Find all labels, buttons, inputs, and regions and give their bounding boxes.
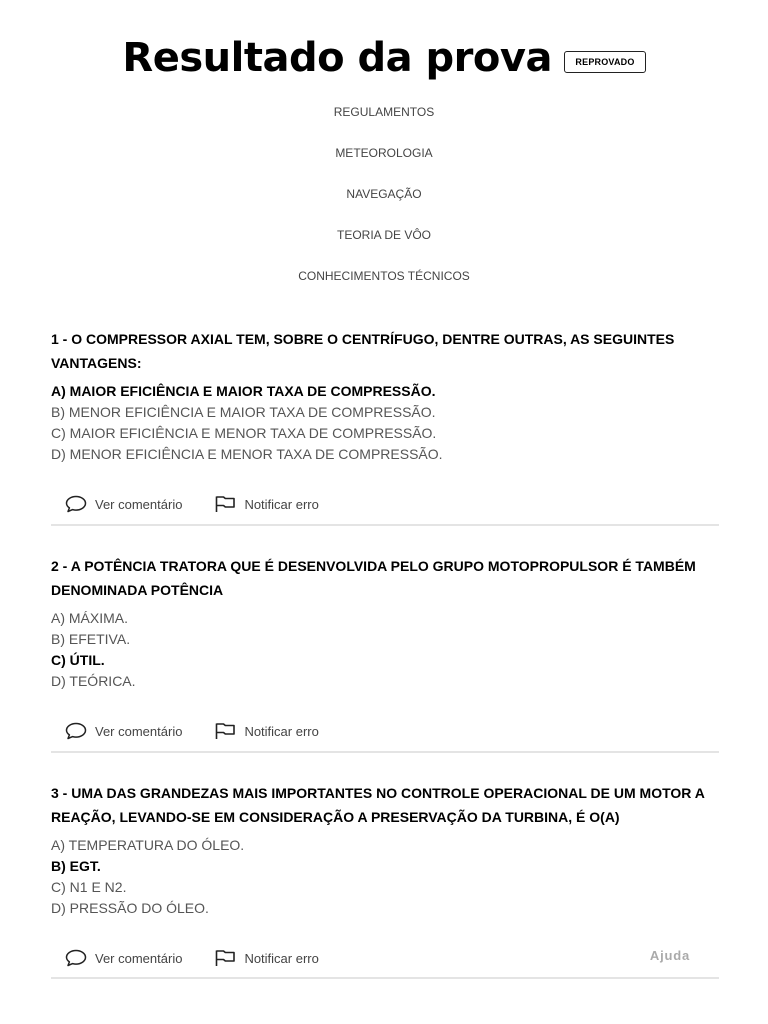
flag-icon (214, 495, 236, 513)
category-item-meteorologia[interactable]: METEOROLOGIA (335, 146, 433, 160)
question-2 (51, 554, 719, 739)
speech-bubble-icon (65, 495, 87, 513)
page-title: Resultado da prova (122, 35, 552, 81)
option-a: A) MAIOR EFICIÊNCIA E MAIOR TAXA DE COMPRESSÃO. (51, 383, 436, 399)
status-badge: REPROVADO (564, 51, 645, 73)
flag-icon (214, 949, 236, 967)
question-divider (51, 751, 719, 753)
option-b: B) MENOR EFICIÊNCIA E MAIOR TAXA DE COMPRESSÃO. (51, 404, 436, 420)
question-divider (51, 977, 719, 979)
view-comment-button[interactable] (65, 949, 182, 967)
question-1 (51, 327, 719, 512)
view-comment-label: Ver comentário (95, 723, 183, 739)
option-d: D) MENOR EFICIÊNCIA E MENOR TAXA DE COMPRESSÃO. (51, 446, 443, 462)
option-c: C) N1 E N2. (51, 879, 127, 895)
question-divider (51, 524, 719, 526)
question-actions (65, 949, 319, 967)
option-c: C) MAIOR EFICIÊNCIA E MENOR TAXA DE COMPRESSÃO. (51, 425, 437, 441)
option-d: D) TEÓRICA. (51, 673, 136, 689)
report-error-label: Notificar erro (244, 723, 319, 739)
report-error-button[interactable] (214, 722, 318, 740)
option-b: B) EFETIVA. (51, 631, 131, 647)
category-item-teoria-de-voo[interactable]: TEORIA DE VÔO (336, 228, 432, 242)
help-button[interactable]: Ajuda (649, 948, 690, 963)
question-actions (65, 495, 319, 513)
report-error-label: Notificar erro (244, 950, 319, 966)
view-comment-button[interactable] (65, 722, 182, 740)
option-a: A) MÁXIMA. (51, 610, 129, 626)
category-item-conhecimentos-tecnicos[interactable]: CONHECIMENTOS TÉCNICOS (298, 269, 470, 283)
page-header (0, 30, 768, 86)
report-error-label: Notificar erro (244, 496, 319, 512)
flag-icon (214, 722, 236, 740)
category-item-regulamentos[interactable]: REGULAMENTOS (333, 105, 435, 119)
option-a: A) TEMPERATURA DO ÓLEO. (51, 837, 245, 853)
view-comment-button[interactable] (65, 495, 182, 513)
question-text: 2 - A POTÊNCIA TRATORA QUE É DESENVOLVIDA PELO GRUPO MOTOPROPULSOR É TAMBÉM DENOMINADA POTÊNCIA (51, 558, 696, 598)
question-text: 3 - UMA DAS GRANDEZAS MAIS IMPORTANTES NO CONTROLE OPERACIONAL DE UM MOTOR A REAÇÃO, LEVANDO-SE EM CONSIDERAÇÃO A PRESERVAÇÃO DA TURBINA, É O(A) (51, 785, 705, 825)
view-comment-label: Ver comentário (95, 496, 183, 512)
option-d: D) PRESSÃO DO ÓLEO. (51, 900, 209, 916)
speech-bubble-icon (65, 949, 87, 967)
report-error-button[interactable] (214, 949, 318, 967)
view-comment-label: Ver comentário (95, 950, 183, 966)
category-list (0, 103, 768, 308)
report-error-button[interactable] (214, 495, 318, 513)
category-item-navegacao[interactable]: NAVEGAÇÃO (346, 187, 422, 201)
option-c: C) ÚTIL. (51, 652, 105, 668)
option-b: B) EGT. (51, 858, 101, 874)
question-actions (65, 722, 319, 740)
question-text: 1 - O COMPRESSOR AXIAL TEM, SOBRE O CENTRÍFUGO, DENTRE OUTRAS, AS SEGUINTES VANTAGENS: (51, 331, 675, 371)
speech-bubble-icon (65, 722, 87, 740)
